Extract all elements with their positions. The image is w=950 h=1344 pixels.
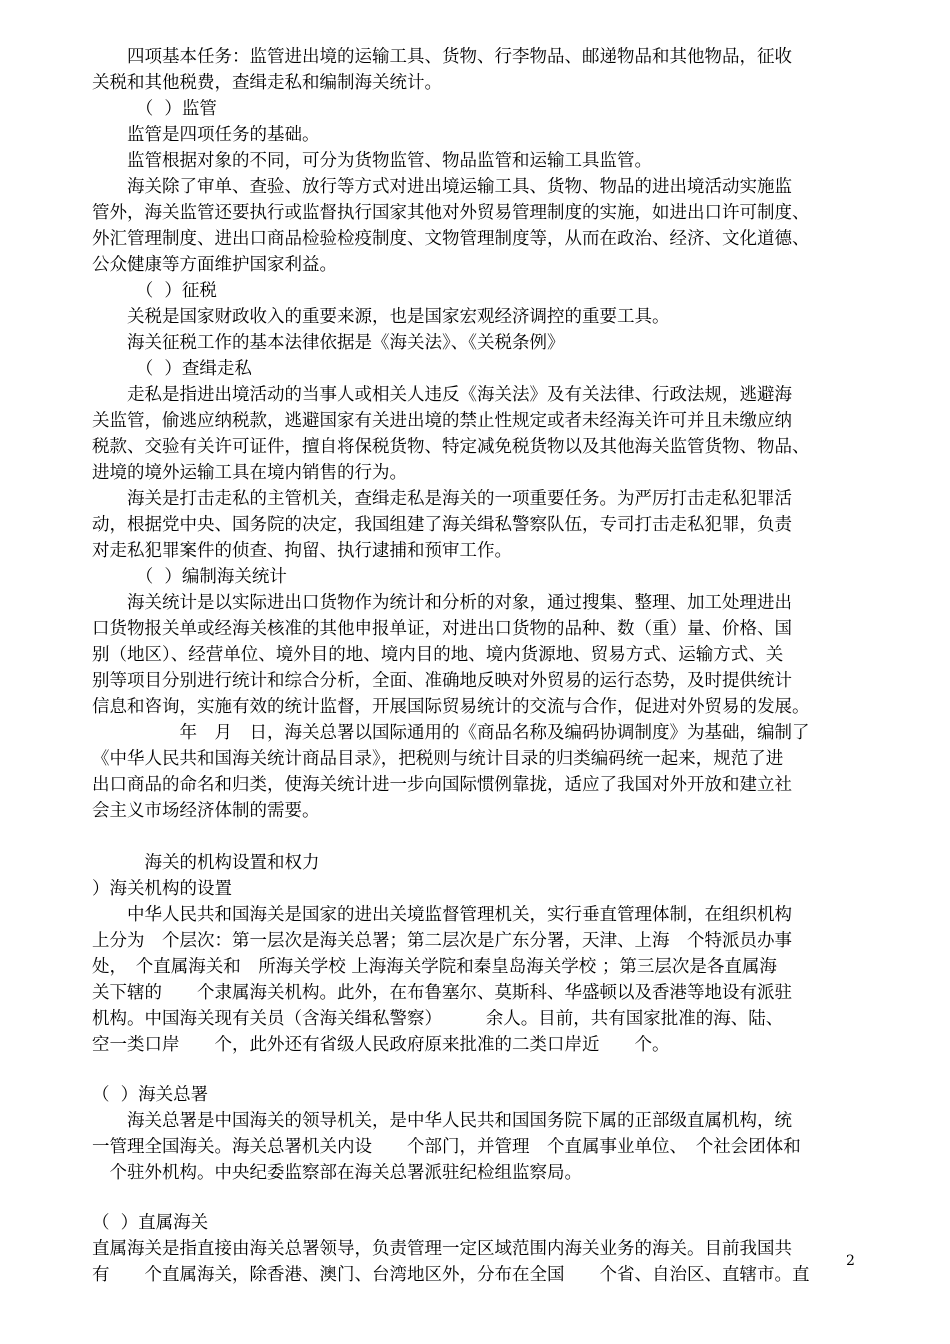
text-line: 海关总署是中国海关的领导机关，是中华人民共和国国务院下属的正部级直属机构，统 <box>92 1111 792 1131</box>
chapter-heading: 海关的机构设置和权力 <box>92 853 320 873</box>
text-line: 海关是打击走私的主管机关，查缉走私是海关的一项重要任务。为严厉打击走私犯罪活 <box>92 489 792 509</box>
text-line: 机构。中国海关现有关员（含海关缉私警察） 余人。目前，共有国家批准的海、陆、 <box>92 1009 784 1029</box>
text-line: 管外，海关监管还要执行或监督执行国家其他对外贸易管理制度的实施，如进出口许可制度、 <box>92 203 810 223</box>
text-line: 关下辖的 个隶属海关机构。此外，在布鲁塞尔、莫斯科、华盛顿以及香港等地设有派驻 <box>92 983 792 1003</box>
text-line: 信息和咨询，实施有效的统计监督，开展国际贸易统计的交流与合作，促进对外贸易的发展。 <box>92 697 810 717</box>
text-line: 别等项目分别进行统计和综合分析，全面、准确地反映对外贸易的运行态势，及时提供统计 <box>92 671 792 691</box>
section-heading: （ ）查缉走私 <box>92 359 252 379</box>
section-heading: （ ）征税 <box>92 281 217 301</box>
text-line: 对走私犯罪案件的侦查、拘留、执行逮捕和预审工作。 <box>92 541 512 561</box>
section-heading: （ ）监管 <box>92 99 217 119</box>
text-line: 年 月 日，海关总署以国际通用的《商品名称及编码协调制度》为基础，编制了 <box>92 723 810 743</box>
text-line: 公众健康等方面维护国家利益。 <box>92 255 337 275</box>
section-heading: ）海关机构的设置 <box>92 879 232 899</box>
text-line: 空一类口岸 个，此外还有省级人民政府原来批准的二类口岸近 个。 <box>92 1035 670 1055</box>
text-line: 上分为 个层次：第一层次是海关总署；第二层次是广东分署，天津、上海 个特派员办事 <box>92 931 792 951</box>
text-line: 走私是指进出境活动的当事人或相关人违反《海关法》及有关法律、行政法规，逃避海 <box>92 385 792 405</box>
text-line: 直属海关是指直接由海关总署领导，负责管理一定区域范围内海关业务的海关。目前我国共 <box>92 1239 792 1259</box>
text-line: 四项基本任务：监管进出境的运输工具、货物、行李物品、邮递物品和其他物品，征收 <box>92 47 792 67</box>
text-line: 外汇管理制度、进出口商品检验检疫制度、文物管理制度等，从而在政治、经济、文化道德、 <box>92 229 810 249</box>
text-line: 关税和其他税费，查缉走私和编制海关统计。 <box>92 73 442 93</box>
text-line: 中华人民共和国海关是国家的进出关境监督管理机关，实行垂直管理体制，在组织机构 <box>92 905 792 925</box>
text-line: 海关征税工作的基本法律依据是《海关法》、《关税条例》 <box>92 333 565 353</box>
text-line: 进境的境外运输工具在境内销售的行为。 <box>92 463 407 483</box>
text-line: 监管根据对象的不同，可分为货物监管、物品监管和运输工具监管。 <box>92 151 652 171</box>
text-line: 海关除了审单、查验、放行等方式对进出境运输工具、货物、物品的进出境活动实施监 <box>92 177 792 197</box>
section-heading: （ ）编制海关统计 <box>92 567 287 587</box>
text-line: 口货物报关单或经海关核准的其他申报单证，对进出口货物的品种、数（重）量、价格、国 <box>92 619 792 639</box>
section-heading: （ ）直属海关 <box>92 1213 209 1233</box>
text-line: 处， 个直属海关和 所海关学校 上海海关学院和秦皇岛海关学校 ；第三层次是各直属海 <box>92 957 777 977</box>
text-line: 海关统计是以实际进出口货物作为统计和分析的对象，通过搜集、整理、加工处理进出 <box>92 593 792 613</box>
text-line: 一管理全国海关。海关总署机关内设 个部门，并管理 个直属事业单位、 个社会团体和 <box>92 1137 801 1157</box>
text-line: 《中华人民共和国海关统计商品目录》，把税则与统计目录的归类编码统一起来，规范了进 <box>92 749 784 769</box>
text-line: 关税是国家财政收入的重要来源，也是国家宏观经济调控的重要工具。 <box>92 307 670 327</box>
text-line: 税款、交验有关许可证件，擅自将保税货物、特定减免税货物以及其他海关监管货物、物品、 <box>92 437 810 457</box>
section-heading: （ ）海关总署 <box>92 1085 209 1105</box>
text-line: 监管是四项任务的基础。 <box>92 125 320 145</box>
text-line: 有 个直属海关，除香港、澳门、台湾地区外，分布在全国 个省、自治区、直辖市。直 <box>92 1265 810 1285</box>
text-line: 个驻外机构。中央纪委监察部在海关总署派驻纪检组监察局。 <box>92 1163 582 1183</box>
page-number: 2 <box>846 1253 855 1269</box>
text-line: 关监管，偷逃应纳税款，逃避国家有关进出境的禁止性规定或者未经海关许可并且未缴应纳 <box>92 411 792 431</box>
text-line: 会主义市场经济体制的需要。 <box>92 801 320 821</box>
text-line: 动，根据党中央、国务院的决定，我国组建了海关缉私警察队伍，专司打击走私犯罪，负责 <box>92 515 792 535</box>
text-line: 别（地区）、经营单位、境外目的地、境内目的地、境内货源地、贸易方式、运输方式、关 <box>92 645 784 665</box>
text-line: 出口商品的命名和归类，使海关统计进一步向国际惯例靠拢，适应了我国对外开放和建立社 <box>92 775 792 795</box>
